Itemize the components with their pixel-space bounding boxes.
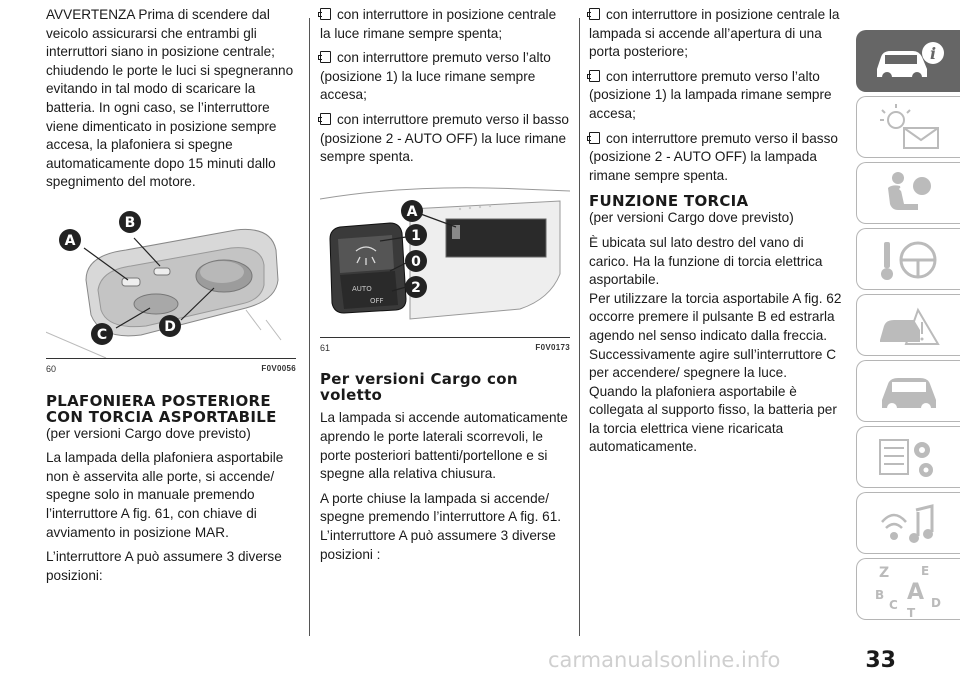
figure-61-code: F0V0173 (535, 342, 570, 352)
svg-text:D: D (930, 596, 941, 610)
page-number: 33 (865, 648, 896, 673)
svg-text:B: B (874, 588, 884, 602)
bullet-icon (320, 51, 331, 63)
tab-car-info[interactable] (856, 30, 960, 92)
svg-text:C: C (888, 598, 898, 612)
switch-text-auto: AUTO (352, 284, 372, 293)
car-service-icon (874, 366, 944, 416)
tab-alphabet-index[interactable] (856, 558, 960, 620)
figure-61-label-2: 2 (411, 279, 421, 296)
column-3 (589, 6, 844, 463)
bullet-text: con interruttore in posizione centrale la lampada si accende all’apertura di una porta posteriore; (589, 7, 840, 60)
watermark: carmanualsonline.info (548, 648, 781, 672)
car-crash-icon (874, 300, 944, 350)
figure-61-label-0: 0 (411, 253, 421, 270)
warning-paragraph: AVVERTENZA Prima di scendere dal veicolo assicurarsi che entrambi gli interruttori siano in posizione centrale; chiudendo le porte le luci si spegneranno evitando in tal modo di scaricare la batteria. In ogni caso, se l’interruttore viene dimenticato in posizione sempre accesa, la plafoniera si spegne automaticamente dopo 15 minuti dallo spegnimento del motore. (46, 7, 294, 190)
tab-radio-music[interactable] (856, 492, 960, 554)
bullet-item (320, 49, 570, 105)
figure-60-code: F0V0056 (261, 363, 296, 373)
svg-text:A: A (906, 580, 924, 605)
seat-airbag-icon (874, 168, 944, 218)
figure-60-caption (46, 360, 296, 379)
radio-music-icon (874, 498, 944, 548)
bullet-item (589, 6, 844, 62)
figure-61-label-a: A (406, 203, 418, 220)
paragraph: L’interruttore A può assumere 3 diverse posizioni: (46, 549, 282, 583)
column-divider (309, 18, 310, 636)
figure-60-label-b: B (124, 214, 136, 231)
section-subheading: (per versioni Cargo dove previsto) (589, 210, 794, 226)
figure-60-label-d: D (164, 318, 176, 335)
switch-text-off: OFF (370, 296, 384, 305)
bullet-text: con interruttore premuto verso l’alto (posizione 1) la luce rimane sempre accesa; (320, 50, 551, 103)
bullet-item (320, 111, 570, 167)
bullet-text: con interruttore premuto verso il basso (posizione 2 - AUTO OFF) la luce rimane sempre spenta. (320, 111, 569, 165)
chapter-tabs (856, 30, 960, 624)
section-heading-cargo-voletto: Per versioni Cargo con voletto (320, 370, 518, 405)
warning-lights-icon (874, 102, 944, 152)
paragraph: A porte chiuse la lampada si accende/ spegne premendo l’interruttore A fig. 61. (320, 490, 562, 525)
figure-60-image (46, 200, 296, 358)
tab-seat-airbag[interactable] (856, 162, 960, 224)
bullet-icon (320, 113, 331, 125)
bullet-icon (320, 8, 331, 20)
column-divider (579, 18, 580, 636)
column-2 (320, 6, 570, 570)
column-1 (46, 6, 296, 591)
figure-60-label-c: C (96, 326, 108, 343)
figure-60-number: 60 (46, 363, 57, 374)
gears-icon (874, 432, 944, 482)
paragraph: Per utilizzare la torcia asportabile A fig. 62 occorre premere il pulsante B ed estrarla agendo nel senso indicato dalla freccia. Successivamente agire sull’interruttore C per accendere/ spegnere la luce. (589, 290, 842, 381)
svg-text:Z: Z (878, 565, 889, 581)
paragraph: L’interruttore A può assumere 3 diverse posizioni : (320, 527, 556, 562)
figure-60 (46, 200, 296, 359)
svg-text:E: E (920, 564, 929, 578)
paragraph: La lampada si accende automaticamente aprendo le porte laterali scorrevoli, le porte posteriori battenti/portellone e si spegne alla relativa chiusura. (320, 410, 568, 482)
paragraph: È ubicata sul lato destro del vano di carico. Ha la funzione di torcia elettrica asportabile. (589, 234, 823, 288)
tab-gears[interactable] (856, 426, 960, 488)
figure-61 (320, 179, 570, 338)
bullet-item (320, 6, 570, 43)
tab-car-crash[interactable] (856, 294, 960, 356)
tab-steering-key[interactable] (856, 228, 960, 290)
section-heading-funzione-torcia: FUNZIONE TORCIA (589, 192, 749, 211)
bullet-text: con interruttore in posizione centrale la luce rimane sempre spenta; (320, 7, 557, 41)
figure-61-caption (320, 339, 570, 358)
bullet-icon (589, 8, 600, 20)
figure-61-image (320, 179, 570, 337)
bullet-item (589, 130, 844, 186)
svg-text:T: T (906, 606, 915, 617)
svg-text:i: i (929, 44, 936, 63)
bullet-icon (589, 70, 600, 82)
figure-60-label-a: A (64, 232, 76, 249)
bullet-text: con interruttore premuto verso il basso (posizione 2 - AUTO OFF) la lampada rimane sempre spenta. (589, 130, 838, 183)
steering-wheel-key-icon (874, 234, 944, 284)
bullet-item (589, 68, 844, 124)
figure-61-number: 61 (320, 342, 331, 353)
alphabet-index-icon (869, 561, 949, 617)
bullet-text: con interruttore premuto verso l’alto (posizione 1) la lampada rimane sempre accesa; (589, 68, 832, 121)
paragraph: La lampada della plafoniera asportabile non è asservita alle porte, si accende/ spegne solo in manuale premendo l’interruttore A fig. 61, con chiave di avviamento in posizione MAR. (46, 450, 284, 540)
paragraph: Quando la plafoniera asportabile è collegata al supporto fisso, la batteria per la torcia elettrica viene ricaricata automaticamente. (589, 383, 837, 455)
tab-car-service[interactable] (856, 360, 960, 422)
figure-61-label-1: 1 (411, 227, 421, 244)
car-info-icon (869, 39, 949, 83)
section-heading-plafoniera: PLAFONIERA POSTERIORE CON TORCIA ASPORTABILE (46, 391, 277, 426)
tab-warning-lights[interactable] (856, 96, 960, 158)
bullet-icon (589, 132, 600, 144)
section-subheading: (per versioni Cargo dove previsto) (46, 425, 251, 441)
